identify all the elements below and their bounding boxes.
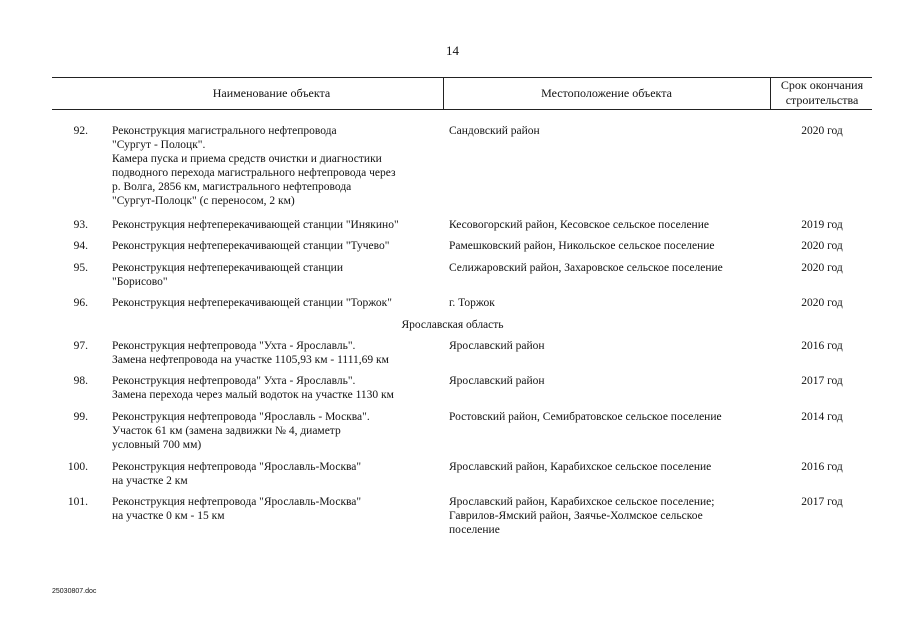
row-location: г. Торжок <box>449 297 495 309</box>
row-name: Реконструкция нефтепровода "Ухта - Ярославль". Замена нефтепровода на участке 1105,93 км - 1111,69 км <box>112 340 389 366</box>
row-year: 2017 год <box>801 375 843 387</box>
row-location: Селижаровский район, Захаровское сельское поселение <box>449 262 723 274</box>
row-location: Рамешковский район, Никольское сельское поселение <box>449 240 715 252</box>
row-name: Реконструкция нефтепровода "Ярославль-Москва" на участке 0 км - 15 км <box>112 496 362 522</box>
row-number: 101. <box>67 496 88 508</box>
header-bottom-rule <box>52 109 872 110</box>
row-year: 2016 год <box>801 340 843 352</box>
row-number: 92. <box>73 125 88 137</box>
row-location: Кесовогорский район, Кесовское сельское поселение <box>449 219 709 231</box>
row-location: Ярославский район, Карабихское сельское поселение; Гаврилов-Ямский район, Заячье-Холмское сельское поселение <box>449 496 715 536</box>
row-name: Реконструкция нефтеперекачивающей станции "Тучево" <box>112 240 390 252</box>
row-number: 93. <box>73 219 88 231</box>
row-year: 2014 год <box>801 411 843 423</box>
footer-filename: 25030807.doc <box>52 588 97 595</box>
header-name: Наименование объекта <box>212 86 331 100</box>
row-year: 2020 год <box>801 262 843 274</box>
row-name: Реконструкция нефтепровода "Ярославль-Москва" на участке 2 км <box>112 461 362 487</box>
row-location: Ярославский район <box>449 375 545 387</box>
header-divider-2 <box>770 77 771 109</box>
row-number: 100. <box>67 461 88 473</box>
header-top-rule <box>52 77 872 78</box>
row-name: Реконструкция нефтеперекачивающей станции "Инякино" <box>112 219 399 231</box>
page-number: 14 <box>446 43 459 58</box>
header-deadline: Срок окончания строительства <box>780 78 864 107</box>
row-number: 97. <box>73 340 88 352</box>
row-name: Реконструкция нефтепровода "Ярославль - Москва". Участок 61 км (замена задвижки № 4, диаметр условный 700 мм) <box>112 411 370 451</box>
row-name: Реконструкция нефтепровода" Ухта - Ярославль". Замена перехода через малый водоток на участке 1130 км <box>112 375 394 401</box>
row-name: Реконструкция магистрального нефтепровода "Сургут - Полоцк". Камера пуска и приема средств очистки и диагностики подводного перехода магистрального нефтепровода через р. Волга, 2856 км, магистрального нефтепровода "Сургут-Полоцк" (с переносом, 2 км) <box>112 125 396 207</box>
row-year: 2020 год <box>801 297 843 309</box>
row-year: 2019 год <box>801 219 843 231</box>
row-name: Реконструкция нефтеперекачивающей станции "Борисово" <box>112 262 343 288</box>
row-year: 2020 год <box>801 240 843 252</box>
row-number: 99. <box>73 411 88 423</box>
row-number: 96. <box>73 297 88 309</box>
row-year: 2016 год <box>801 461 843 473</box>
header-location: Местоположение объекта <box>541 86 672 100</box>
row-number: 94. <box>73 240 88 252</box>
row-location: Ярославский район <box>449 340 545 352</box>
row-location: Ростовский район, Семибратовское сельское поселение <box>449 411 722 423</box>
row-name: Реконструкция нефтеперекачивающей станции "Торжок" <box>112 297 392 309</box>
row-year: 2020 год <box>801 125 843 137</box>
row-location: Ярославский район, Карабихское сельское поселение <box>449 461 712 473</box>
region-heading: Ярославская область <box>401 319 504 331</box>
row-location: Сандовский район <box>449 125 540 137</box>
row-year: 2017 год <box>801 496 843 508</box>
row-number: 95. <box>73 262 88 274</box>
row-number: 98. <box>73 375 88 387</box>
